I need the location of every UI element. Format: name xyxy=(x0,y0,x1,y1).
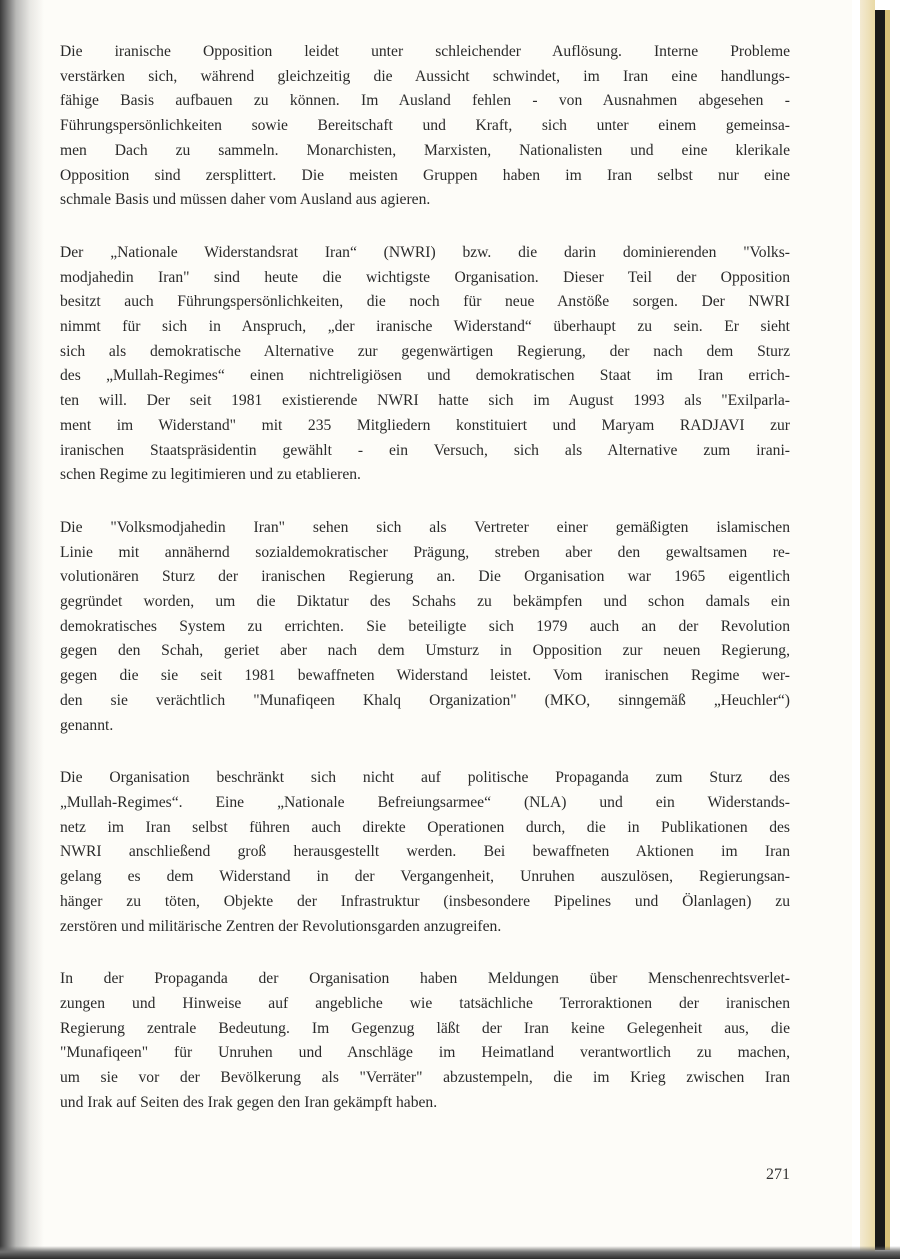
paragraph-2 xyxy=(60,241,790,488)
text-line: fähige Basis aufbauen zu können. Im Ausland fehlen - von Ausnahmen abgesehen - xyxy=(60,92,790,110)
text-line: volutionären Sturz der iranischen Regierung an. Die Organisation war 1965 eigentlich xyxy=(60,568,790,586)
page-edge-dark xyxy=(875,10,885,1250)
scan-left-shadow xyxy=(0,0,44,1259)
text-line: zungen und Hinweise auf angebliche wie tatsächliche Terroraktionen der iranischen xyxy=(60,994,790,1012)
text-line: netz im Iran selbst führen auch direkte Operationen durch, die in Publikationen des xyxy=(60,818,790,836)
text-line: hänger zu töten, Objekte der Infrastruktur (insbesondere Pipelines und Ölanlagen) zu xyxy=(60,892,790,910)
text-line: Der „Nationale Widerstandsrat Iran“ (NWRI) bzw. die darin dominierenden "Volks- xyxy=(60,243,790,261)
paragraph-4 xyxy=(60,766,790,939)
text-line: und Irak auf Seiten des Irak gegen den Iran gekämpft haben. xyxy=(60,1093,438,1111)
text-line: "Munafiqeen" für Unruhen und Anschläge im Heimatland verantwortlich zu machen, xyxy=(60,1044,790,1062)
page-edge-cream xyxy=(860,0,875,1259)
text-line: men Dach zu sammeln. Monarchisten, Marxisten, Nationalisten und eine klerikale xyxy=(60,141,790,159)
scan-bottom-edge xyxy=(0,1246,900,1259)
page-edge-gold xyxy=(885,10,890,1250)
text-line: iranischen Staatspräsidentin gewählt - ein Versuch, sich als Alternative zum irani- xyxy=(60,441,790,459)
text-line: sich als demokratische Alternative zur gegenwärtigen Regierung, der nach dem Sturz xyxy=(60,342,790,360)
text-line: zerstören und militärische Zentren der Revolutionsgarden anzugreifen. xyxy=(60,917,502,935)
text-line: Die iranische Opposition leidet unter schleichender Auflösung. Interne Probleme xyxy=(60,43,790,60)
text-line: schmale Basis und müssen daher vom Ausland aus agieren. xyxy=(60,191,431,209)
paragraph-1 xyxy=(60,40,790,213)
paragraph-3 xyxy=(60,516,790,738)
text-line: Regierung zentrale Bedeutung. Im Gegenzug läßt der Iran keine Gelegenheit aus, die xyxy=(60,1019,790,1037)
text-line: ten will. Der seit 1981 existierende NWRI hatte sich im August 1993 als "Exilparla- xyxy=(60,392,790,410)
text-line: gelang es dem Widerstand in der Vergangenheit, Unruhen auszulösen, Regierungsan- xyxy=(60,868,790,886)
text-line: gegen den Schah, geriet aber nach dem Umsturz in Opposition zur neuen Regierung, xyxy=(60,642,790,660)
page-body xyxy=(60,40,790,1143)
text-line: In der Propaganda der Organisation haben Meldungen über Menschenrechtsverlet- xyxy=(60,970,790,988)
text-line: verstärken sich, während gleichzeitig die Aussicht schwindet, im Iran eine handlungs- xyxy=(60,67,790,85)
text-line: nimmt für sich in Anspruch, „der iranische Widerstand“ überhaupt zu sein. Er sieht xyxy=(60,318,790,336)
text-line: genannt. xyxy=(60,716,114,734)
text-line: um sie vor der Bevölkerung als "Verräter" abzustempeln, die im Krieg zwischen Iran xyxy=(60,1069,790,1087)
paragraph-5 xyxy=(60,967,790,1115)
text-line: modjahedin Iran" sind heute die wichtigste Organisation. Dieser Teil der Opposition xyxy=(60,268,790,286)
text-line: Linie mit annähernd sozialdemokratischer Prägung, streben aber den gewaltsamen re- xyxy=(60,543,790,561)
text-line: Opposition sind zersplittert. Die meisten Gruppen haben im Iran selbst nur eine xyxy=(60,166,790,184)
text-line: Führungspersönlichkeiten sowie Bereitschaft und Kraft, sich unter einem gemeinsa- xyxy=(60,117,790,135)
text-line: demokratisches System zu errichten. Sie beteiligte sich 1979 auch an der Revolution xyxy=(60,617,790,635)
text-line: den sie verächtlich "Munafiqeen Khalq Organization" (MKO, sinngemäß „Heuchler“) xyxy=(60,691,790,709)
text-line: „Mullah-Regimes“. Eine „Nationale Befreiungsarmee“ (NLA) und ein Widerstands- xyxy=(60,793,790,811)
text-line: gegründet worden, um die Diktatur des Schahs zu bekämpfen und schon damals ein xyxy=(60,593,790,611)
text-line: schen Regime zu legitimieren und zu etablieren. xyxy=(60,466,361,484)
text-line: NWRI anschließend groß herausgestellt werden. Bei bewaffneten Aktionen im Iran xyxy=(60,843,790,861)
text-line: Die "Volksmodjahedin Iran" sehen sich als Vertreter einer gemäßigten islamischen xyxy=(60,518,790,536)
page-number: 271 xyxy=(766,1166,790,1183)
text-line: besitzt auch Führungspersönlichkeiten, die noch für neue Anstöße sorgen. Der NWRI xyxy=(60,293,790,311)
text-line: des „Mullah-Regimes“ einen nichtreligiösen und demokratischen Staat im Iran errich- xyxy=(60,367,790,385)
text-line: gegen die sie seit 1981 bewaffneten Widerstand leistet. Vom iranischen Regime wer- xyxy=(60,667,790,685)
text-line: Die Organisation beschränkt sich nicht auf politische Propaganda zum Sturz des xyxy=(60,769,790,787)
text-line: ment im Widerstand" mit 235 Mitgliedern konstituiert und Maryam RADJAVI zur xyxy=(60,416,790,434)
